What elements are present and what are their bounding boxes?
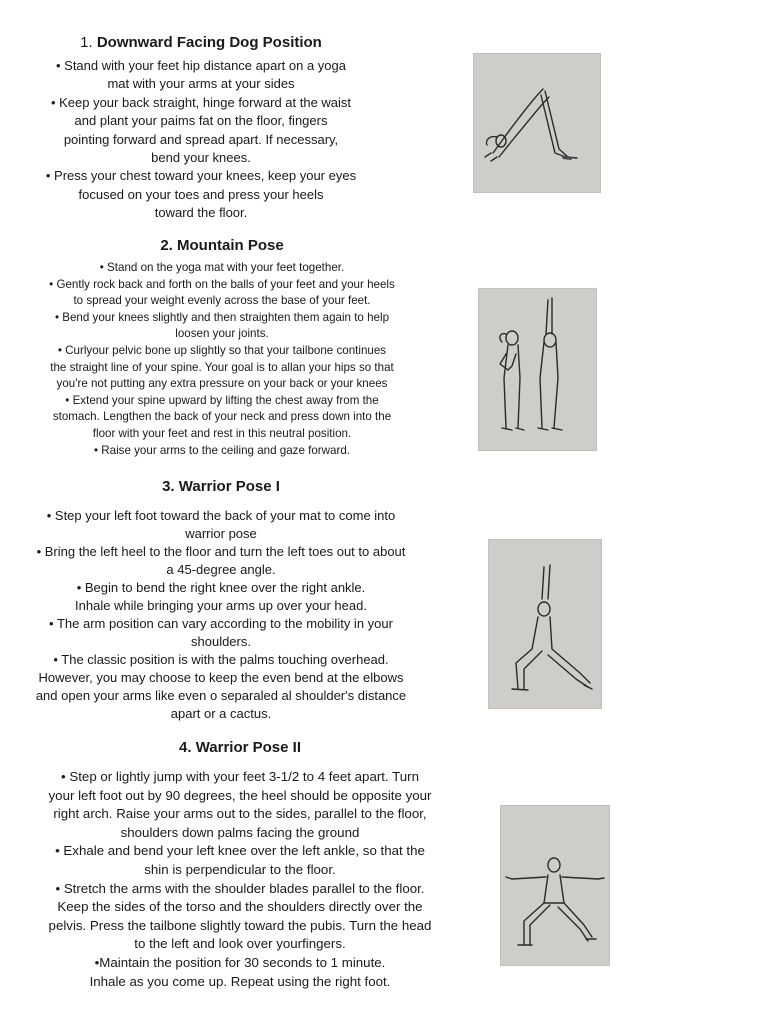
body-line: and open your arms like even o separaled al shoulder's distance	[35, 688, 407, 703]
body-line: • Keep your back straight, hinge forward at the waist	[50, 94, 352, 110]
body-line: Inhale as you come up. Repeat using the right foot.	[89, 973, 391, 989]
body-line: focused on your toes and press your heels	[78, 186, 324, 202]
body-line: loosen your joints.	[175, 327, 269, 341]
body-line: toward the floor.	[154, 205, 248, 221]
warrior-two-illustration	[500, 805, 610, 966]
warrior-one-illustration	[488, 539, 602, 709]
body-line: your left foot out by 90 degrees, the heel should be opposite your	[48, 787, 432, 803]
body-line: • Bend your knees slightly and then straighten them again to help	[54, 310, 390, 324]
body-line: shoulders.	[191, 634, 251, 649]
section-body	[22, 57, 380, 223]
body-line: • Raise your arms to the ceiling and gaze forward.	[93, 443, 351, 457]
section-number: 3.	[162, 478, 175, 495]
body-line: • Stand with your feet hip distance apart on a yoga	[55, 58, 346, 73]
section-title	[22, 738, 458, 758]
mountain-pose-illustration	[478, 288, 597, 451]
body-line: • Stretch the arms with the shoulder blades parallel to the floor.	[55, 880, 425, 896]
body-line: • Exhale and bend your left knee over the left ankle, so that the	[55, 843, 425, 859]
section-warrior-one	[12, 477, 430, 723]
section-warrior-two	[22, 738, 458, 991]
body-line: • The arm position can vary according to the mobility in your	[49, 616, 393, 631]
body-line: •Maintain the position for 30 seconds to 1 minute.	[94, 954, 386, 970]
body-line: you're not putting any extra pressure on your back or your knees	[56, 377, 388, 391]
body-line: • Step or lightly jump with your feet 3-1/2 to 4 feet apart. Turn	[61, 769, 419, 784]
body-line: • Bring the left heel to the floor and turn the left toes out to about	[36, 544, 406, 559]
body-line: right arch. Raise your arms out to the sides, parallel to the floor,	[53, 806, 427, 822]
section-number: 4.	[179, 739, 192, 756]
body-line: • Step your left foot toward the back of your mat to come into	[46, 508, 396, 523]
body-line: pointing forward and spread apart. If necessary,	[63, 131, 339, 147]
body-line: Inhale while bringing your arms up over your head.	[75, 598, 367, 613]
body-line: shoulders down palms facing the ground	[120, 824, 360, 840]
mountain-pose-sketch	[478, 288, 597, 451]
body-line: floor with your feet and rest in this neutral position.	[92, 426, 352, 440]
body-line: • Gently rock back and forth on the balls of your feet and your heels	[49, 277, 395, 291]
body-line: to spread your weight evenly across the base of your feet.	[73, 294, 371, 308]
body-line: a 45-degree angle.	[166, 562, 276, 577]
body-line: apart or a cactus.	[170, 706, 272, 721]
downward-dog-sketch	[473, 53, 601, 193]
body-line: shin is perpendicular to the floor.	[144, 861, 336, 877]
section-title	[12, 477, 430, 497]
body-line: to the left and look over yourfingers.	[134, 936, 346, 952]
body-line: • Begin to bend the right knee over the right ankle.	[76, 580, 366, 595]
body-line: • Press your chest toward your knees, keep your eyes	[45, 168, 357, 184]
body-line: • Curlyour pelvic bone up slightly so that your tailbone continues	[57, 343, 387, 357]
body-line: Keep the sides of the torso and the shoulders directly over the	[57, 899, 423, 915]
body-line: • Extend your spine upward by lifting the chest away from the	[65, 393, 379, 407]
section-downward-dog	[22, 33, 380, 223]
body-line: • Stand on the yoga mat with your feet together.	[99, 261, 345, 274]
section-title-text: Warrior Pose II	[195, 739, 301, 756]
section-mountain-pose	[22, 236, 422, 459]
body-line: the straight line of your spine. Your goal is to allan your hips so that	[50, 360, 394, 374]
body-line: and plant your paims fat on the floor, fingers	[74, 113, 328, 129]
section-body	[12, 507, 430, 723]
body-line: However, you may choose to keep the even bend at the elbows	[38, 670, 404, 685]
body-line: bend your knees.	[151, 150, 251, 166]
section-body	[22, 768, 458, 991]
section-body	[22, 260, 422, 459]
body-line: • The classic position is with the palms touching overhead.	[53, 652, 389, 667]
body-line: mat with your arms at your sides	[107, 76, 295, 92]
section-number: 1.	[80, 34, 93, 51]
body-line: stomach. Lengthen the back of your neck and press down into the	[52, 410, 392, 424]
section-title	[22, 236, 422, 256]
section-title-text: Mountain Pose	[177, 237, 284, 254]
body-line: warrior pose	[185, 526, 257, 541]
body-line: pelvis. Press the tailbone slightly toward the pubis. Turn the head	[48, 917, 432, 933]
section-number: 2.	[160, 237, 173, 254]
downward-dog-illustration	[473, 53, 601, 193]
warrior-two-sketch	[500, 805, 610, 966]
section-title-text: Warrior Pose I	[178, 478, 280, 495]
section-title	[22, 33, 380, 53]
warrior-one-sketch	[488, 539, 602, 709]
section-title-text: Downward Facing Dog Position	[96, 34, 322, 51]
